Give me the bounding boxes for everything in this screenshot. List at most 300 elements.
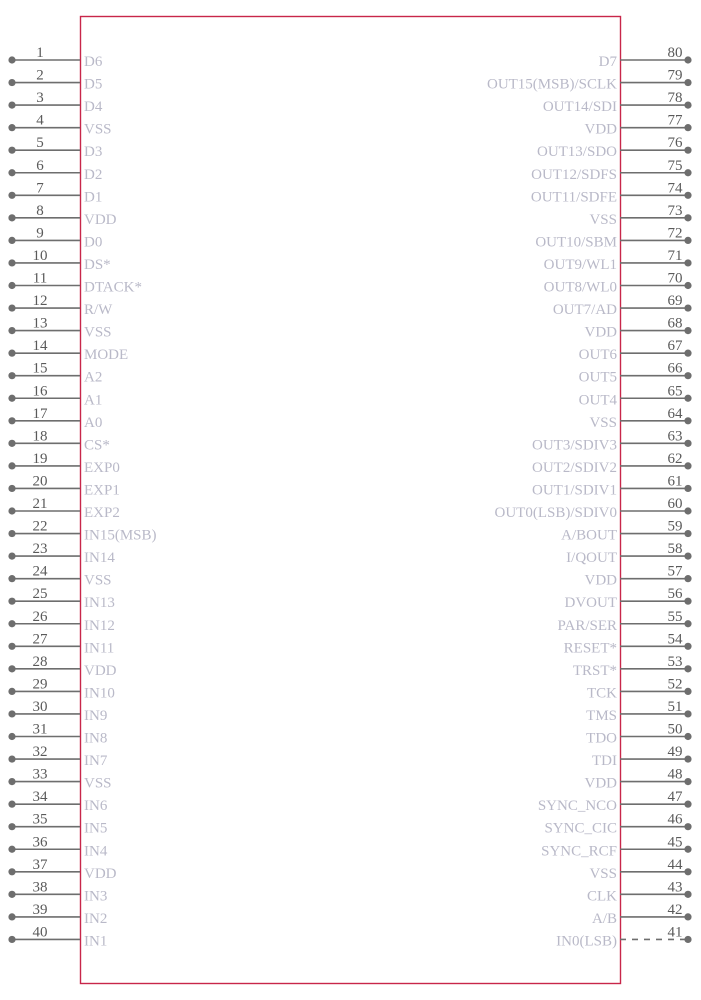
pin-dot (684, 530, 691, 537)
pin-dot (684, 643, 691, 650)
pin-dot (684, 192, 691, 199)
pin-number: 35 (32, 811, 48, 828)
pin-dot (8, 913, 15, 920)
pin-5 (8, 135, 102, 160)
pin-25 (8, 586, 114, 611)
pin-46 (544, 812, 691, 837)
pin-54 (564, 631, 692, 656)
pin-dot (8, 598, 15, 605)
pin-name: MODE (84, 347, 129, 364)
pin-dot (8, 372, 15, 379)
pin-dot (684, 598, 691, 605)
pin-name: RESET* (563, 640, 617, 657)
pin-name: OUT13/SDO (536, 144, 617, 161)
pin-number: 63 (667, 428, 683, 445)
pin-dot (8, 102, 15, 109)
pin-dot (8, 237, 15, 244)
pin-name: IN9 (84, 707, 108, 724)
pin-name: A/B (591, 910, 617, 927)
pin-58 (566, 541, 691, 566)
pin-number: 71 (667, 247, 683, 264)
pin-name: TDI (592, 753, 617, 770)
pin-number: 74 (667, 180, 683, 197)
pin-number: 2 (36, 67, 44, 84)
pin-dot (684, 913, 691, 920)
pin-73 (589, 203, 691, 228)
pin-dot (8, 282, 15, 289)
pin-11 (8, 271, 142, 296)
pin-dot (684, 462, 691, 469)
pin-74 (531, 180, 692, 205)
pin-name: DVOUT (564, 595, 617, 612)
pin-dot (8, 801, 15, 808)
pin-number: 14 (32, 338, 48, 355)
pin-dot (684, 102, 691, 109)
pin-name: D4 (84, 99, 103, 116)
pin-69 (553, 293, 692, 318)
pin-19 (8, 451, 119, 476)
pin-number: 70 (667, 270, 683, 287)
pin-name: D0 (84, 234, 103, 251)
pin-number: 69 (667, 293, 683, 310)
pin-dot (684, 440, 691, 447)
pin-name: IN3 (84, 888, 108, 905)
pin-name: OUT2/SDIV2 (532, 459, 617, 476)
pin-name: OUT6 (578, 347, 617, 364)
pin-dot (684, 327, 691, 334)
pin-name: SYNC_NCO (537, 798, 617, 815)
pin-dot (684, 169, 691, 176)
pin-dot (8, 507, 15, 514)
pin-name: D7 (598, 54, 617, 70)
pin-dot (8, 350, 15, 357)
pin-42 (592, 902, 692, 927)
pin-35 (8, 812, 107, 837)
pin-37 (8, 857, 116, 882)
pin-number: 76 (667, 135, 683, 152)
pin-dot (8, 665, 15, 672)
pin-dot (8, 553, 15, 560)
pin-number: 7 (36, 180, 44, 197)
pin-18 (8, 428, 109, 453)
pin-dot (684, 936, 691, 943)
pin-dot (8, 755, 15, 762)
pin-number: 57 (667, 563, 683, 580)
pin-number: 60 (667, 496, 683, 512)
pin-66 (579, 361, 692, 386)
pin-dot (684, 553, 691, 560)
pin-dot (8, 710, 15, 717)
pin-2 (8, 68, 102, 93)
pin-name: VDD (84, 211, 117, 228)
pin-76 (537, 135, 692, 160)
pin-dot (684, 372, 691, 379)
pin-number: 28 (32, 653, 48, 670)
pin-name: VDD (584, 775, 617, 792)
pin-number: 75 (667, 157, 683, 174)
pin-name: VDD (584, 324, 617, 341)
left-pin-group (8, 45, 156, 949)
pin-name: R/W (84, 302, 113, 319)
pin-number: 10 (32, 247, 48, 264)
pin-number: 55 (667, 608, 683, 625)
pin-number: 20 (32, 473, 48, 490)
pin-40 (8, 924, 107, 949)
pin-9 (8, 225, 102, 250)
pin-dot (8, 643, 15, 650)
pin-dot (684, 485, 691, 492)
pin-dot (8, 395, 15, 402)
pin-number: 72 (667, 225, 683, 242)
pin-16 (8, 383, 102, 408)
pin-dot (684, 801, 691, 808)
pin-number: 17 (32, 405, 48, 422)
pin-name: EXP2 (84, 505, 120, 521)
pin-number: 30 (32, 698, 48, 715)
pin-43 (587, 879, 692, 904)
pin-name: VDD (84, 662, 117, 679)
pin-dot (8, 327, 15, 334)
pin-number: 49 (667, 744, 683, 761)
pin-50 (586, 722, 691, 747)
pin-dot (8, 124, 15, 131)
pin-number: 38 (32, 879, 48, 896)
pin-number: 67 (667, 338, 683, 355)
pin-15 (8, 361, 102, 386)
pin-number: 5 (36, 135, 44, 152)
pin-number: 44 (667, 856, 683, 873)
pin-name: DS* (84, 256, 111, 273)
pin-name: IN15(MSB) (84, 527, 157, 544)
pin-number: 27 (32, 631, 48, 648)
pin-dot (8, 778, 15, 785)
pin-name: VSS (84, 775, 112, 792)
pin-52 (587, 676, 692, 701)
pin-dot (684, 575, 691, 582)
pin-41 (556, 924, 691, 949)
pin-name: TCK (587, 685, 617, 702)
pin-name: PAR/SER (557, 617, 617, 634)
pin-63 (532, 428, 692, 453)
pin-name: IN5 (84, 820, 108, 837)
ic-body-outline (81, 17, 621, 984)
pin-number: 48 (667, 766, 683, 783)
pin-name: VSS (84, 572, 112, 589)
pin-number: 15 (32, 360, 48, 377)
pin-name: CS* (84, 437, 110, 454)
pin-number: 58 (667, 541, 683, 558)
pin-name: OUT8/WL0 (543, 279, 617, 296)
pin-68 (585, 316, 692, 341)
pin-67 (579, 338, 692, 363)
pin-number: 51 (667, 698, 683, 715)
pin-dot (8, 147, 15, 154)
pin-72 (535, 225, 691, 250)
pin-dot (8, 733, 15, 740)
pin-name: D1 (84, 189, 103, 206)
pin-39 (8, 902, 107, 927)
pin-dot (684, 846, 691, 853)
pin-name: CLK (587, 888, 617, 905)
pin-57 (585, 564, 692, 589)
pin-number: 42 (667, 901, 683, 918)
pin-59 (561, 519, 691, 544)
pin-49 (592, 744, 692, 769)
pin-number: 1 (36, 45, 44, 61)
pin-dot (8, 688, 15, 695)
pin-number: 9 (36, 225, 44, 242)
pin-name: EXP0 (84, 459, 120, 476)
pin-79 (487, 68, 692, 93)
pin-number: 21 (32, 496, 48, 512)
pin-number: 45 (667, 834, 683, 851)
pin-dot (8, 620, 15, 627)
pin-dot (684, 282, 691, 289)
right-pin-group (487, 45, 692, 949)
pin-name: IN4 (84, 843, 108, 860)
pin-number: 22 (32, 518, 48, 535)
pin-dot (8, 440, 15, 447)
pin-name: IN13 (84, 595, 115, 612)
pin-number: 36 (32, 834, 48, 851)
pin-name: OUT10/SBM (535, 234, 617, 251)
pin-26 (8, 609, 114, 634)
pin-name: IN12 (84, 617, 115, 634)
pin-dot (8, 259, 15, 266)
pin-4 (8, 113, 111, 138)
pin-name: IN1 (84, 933, 108, 950)
pin-name: OUT14/SDI (542, 99, 617, 116)
pin-dot (8, 823, 15, 830)
pin-name: EXP1 (84, 482, 120, 499)
pin-name: A0 (84, 414, 103, 431)
pin-64 (589, 406, 691, 431)
pin-28 (8, 654, 116, 679)
pin-number: 80 (667, 45, 683, 61)
pin-55 (558, 609, 692, 634)
pin-31 (8, 722, 107, 747)
pin-name: TRST* (572, 662, 617, 679)
pin-number: 34 (32, 789, 48, 806)
pin-name: D5 (84, 76, 103, 93)
pin-name: OUT12/SDFS (531, 166, 617, 183)
pin-number: 52 (667, 676, 683, 693)
pin-53 (573, 654, 692, 679)
pin-10 (8, 248, 110, 273)
pin-62 (532, 451, 692, 476)
pin-name: D3 (84, 144, 103, 161)
pin-number: 13 (32, 315, 48, 332)
pin-number: 40 (32, 924, 48, 941)
pin-number: 56 (667, 586, 683, 603)
pin-number: 54 (667, 631, 683, 648)
pin-name: D2 (84, 166, 103, 183)
pin-name: IN7 (84, 753, 108, 770)
pin-name: SYNC_RCF (541, 843, 617, 860)
pin-dot (684, 507, 691, 514)
pin-dot (684, 79, 691, 86)
pin-number: 33 (32, 766, 48, 783)
pin-number: 3 (36, 90, 44, 107)
pin-number: 46 (667, 811, 683, 828)
pin-13 (8, 316, 111, 341)
pin-number: 43 (667, 879, 683, 896)
pin-56 (565, 586, 692, 611)
pin-dot (8, 868, 15, 875)
pin-dot (684, 620, 691, 627)
pin-47 (538, 789, 692, 814)
pin-number: 65 (667, 383, 683, 400)
pin-number: 11 (32, 270, 48, 287)
pin-dot (8, 192, 15, 199)
pin-3 (8, 90, 102, 115)
pin-number: 64 (667, 405, 683, 422)
pin-36 (8, 834, 107, 859)
pin-name: D6 (84, 54, 103, 70)
pin-27 (8, 631, 114, 656)
pin-dot (684, 304, 691, 311)
pin-name: IN6 (84, 798, 108, 815)
pin-name: IN14 (84, 550, 115, 567)
pin-71 (544, 248, 692, 273)
pin-70 (544, 271, 692, 296)
pin-61 (532, 473, 692, 498)
pin-name: VSS (84, 324, 112, 341)
pin-name: TMS (586, 707, 617, 724)
pin-dot (684, 124, 691, 131)
pin-name: IN2 (84, 910, 108, 927)
pin-65 (579, 383, 692, 408)
pin-name: OUT5 (578, 369, 617, 386)
pin-dot (8, 169, 15, 176)
pin-name: VDD (584, 121, 617, 138)
pin-dot (8, 304, 15, 311)
pin-number: 77 (667, 112, 683, 129)
pin-dot (8, 417, 15, 424)
pin-number: 53 (667, 653, 683, 670)
pin-dot (684, 710, 691, 717)
pin-number: 19 (32, 450, 48, 467)
pin-29 (8, 676, 114, 701)
pin-name: I/QOUT (566, 550, 617, 567)
pin-34 (8, 789, 107, 814)
pin-dot (684, 891, 691, 898)
pin-name: VSS (84, 121, 112, 138)
pin-number: 25 (32, 586, 48, 603)
pin-name: VSS (589, 211, 617, 228)
pin-dot (684, 56, 691, 63)
pin-78 (543, 90, 692, 115)
pin-name: OUT1/SDIV1 (532, 482, 617, 499)
pin-number: 26 (32, 608, 48, 625)
pin-number: 23 (32, 541, 48, 558)
pin-dot (8, 891, 15, 898)
pin-dot (684, 417, 691, 424)
pin-dot (684, 237, 691, 244)
pin-dot (684, 214, 691, 221)
pin-dot (684, 733, 691, 740)
pin-number: 41 (667, 924, 683, 941)
pin-38 (8, 879, 107, 904)
pin-80 (599, 45, 692, 70)
pin-dot (684, 755, 691, 762)
pin-dot (684, 665, 691, 672)
pin-name: IN8 (84, 730, 108, 747)
pin-name: A1 (84, 392, 103, 409)
pin-number: 37 (32, 856, 48, 873)
pin-name: A2 (84, 369, 103, 386)
pin-7 (8, 180, 102, 205)
pin-1 (8, 45, 102, 70)
pin-45 (541, 834, 691, 859)
pin-dot (8, 575, 15, 582)
pin-32 (8, 744, 107, 769)
pin-30 (8, 699, 107, 724)
pin-dot (8, 846, 15, 853)
pin-60 (495, 496, 692, 521)
pin-33 (8, 767, 111, 792)
pin-name: OUT3/SDIV3 (532, 437, 617, 454)
pin-12 (8, 293, 113, 318)
pin-number: 24 (32, 563, 48, 580)
pin-name: VDD (584, 572, 617, 589)
pin-name: VSS (589, 414, 617, 431)
pin-51 (586, 699, 691, 724)
pin-dot (684, 688, 691, 695)
pin-number: 39 (32, 901, 48, 918)
pin-75 (531, 158, 691, 183)
pin-number: 12 (32, 293, 48, 310)
pin-dot (684, 147, 691, 154)
pin-name: OUT15(MSB)/SCLK (486, 76, 617, 93)
pin-name: IN10 (84, 685, 115, 702)
pin-21 (8, 496, 119, 521)
pin-name: OUT11/SDFE (530, 189, 617, 206)
pin-22 (8, 519, 156, 544)
pin-name: VSS (589, 865, 617, 882)
pin-number: 61 (667, 473, 683, 490)
pin-number: 47 (667, 789, 683, 806)
pin-number: 4 (36, 112, 44, 129)
pin-number: 16 (32, 383, 48, 400)
pin-8 (8, 203, 116, 228)
pin-name: A/BOUT (561, 527, 617, 544)
pin-dot (8, 214, 15, 221)
pin-dot (8, 530, 15, 537)
pin-6 (8, 158, 102, 183)
pin-dot (684, 868, 691, 875)
pin-name: OUT4 (578, 392, 617, 409)
pin-name: IN0(LSB) (556, 933, 617, 950)
pin-number: 62 (667, 450, 683, 467)
pin-number: 29 (32, 676, 48, 693)
pin-17 (8, 406, 102, 431)
pin-number: 8 (36, 202, 44, 219)
pin-number: 18 (32, 428, 48, 445)
pin-dot (684, 259, 691, 266)
pin-name: OUT0(LSB)/SDIV0 (494, 505, 617, 521)
pin-number: 79 (667, 67, 683, 84)
pin-dot (8, 485, 15, 492)
pin-name: DTACK* (84, 279, 142, 296)
pin-77 (585, 113, 692, 138)
pin-name: IN11 (84, 640, 115, 657)
pin-dot (8, 936, 15, 943)
pin-number: 59 (667, 518, 683, 535)
pin-number: 73 (667, 202, 683, 219)
pin-number: 50 (667, 721, 683, 738)
pin-20 (8, 473, 119, 498)
